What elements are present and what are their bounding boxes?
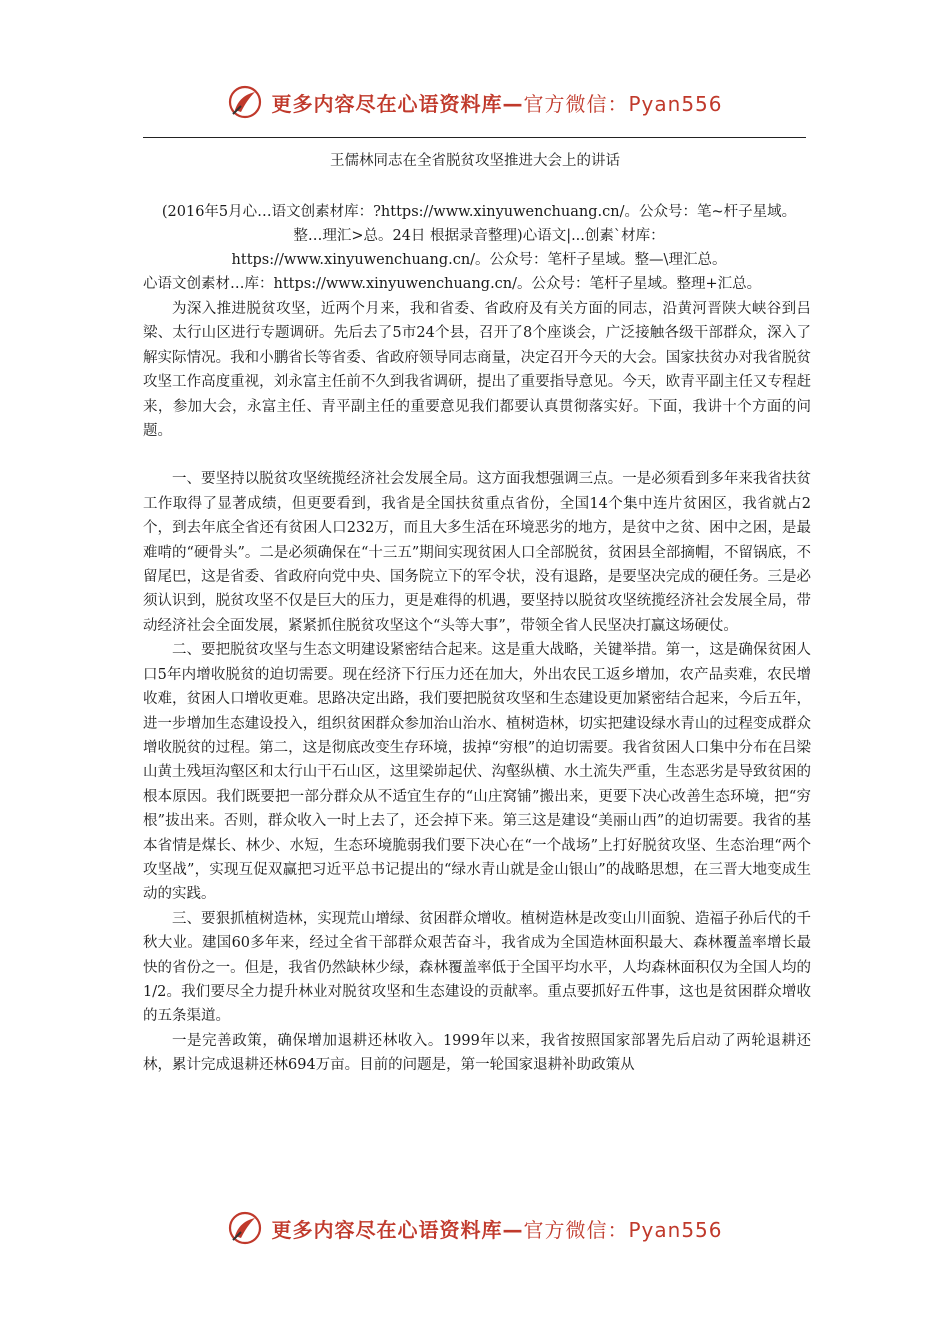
paragraph-section-2: 二、要把脱贫攻坚与生态文明建设紧密结合起来。这是重大战略，关键举措。第一，这是确保贫困人口5年内增收脱贫的迫切需要。现在经济下行压力还在加大，外出农民工返乡增加，农产品卖难，农民增收难，贫困人口增收更难。思路决定出路，我们要把脱贫攻坚和生态建设更加紧密结合起来，今后五年，进一步增加生态建设投入，组织贫困群众参加治山治水、植树造林，切实把建设绿水青山的过程变成群众增收脱贫的过程。第二，这是彻底改变生存环境，拔掉“穷根”的迫切需要。我省贫困人口集中分布在吕梁山黄土残垣沟壑区和太行山干石山区，这里梁峁起伏、沟壑纵横、水土流失严重，生态恶劣是导致贫困的根本原因。我们既要把一部分群众从不适宜生存的“山庄窝铺”搬出来，更要下决心改善生态环境，把“穷根”拔出来。否则，群众收入一时上去了，还会掉下来。第三这是建设“美丽山西”的迫切需要。我省的基本省情是煤长、林少、水短，生态环境脆弱我们要下决心在“一个战场”上打好脱贫攻坚、生态治理“两个攻坚战”，实现互促双赢把习近平总书记提出的“绿水青山就是金山银山”的战略思想，在三晋大地变成生动的实践。 [143, 642, 811, 903]
banner-wechat-id: Pyan556 [628, 91, 723, 116]
banner-text [271, 88, 722, 117]
source-notes [143, 200, 815, 296]
header-divider [143, 137, 806, 138]
logo-icon [227, 1210, 263, 1246]
banner-main: 更多内容尽在心语资料库— [271, 91, 524, 116]
paragraph-section-3: 三、要狠抓植树造林，实现荒山增绿、贫困群众增收。植树造林是改变山川面貌、造福子孙后代的千秋大业。建国60多年来，经过全省干部群众艰苦奋斗，我省成为全国造林面积最大、森林覆盖率增长最快的省份之一。但是，我省仍然缺林少绿，森林覆盖率低于全国平均水平，人均森林面积仅为全国人均的1/2。我们要尽全力提升林业对脱贫攻坚和生态建设的贡献率。重点要抓好五件事，这也是贫困群众增收的五条渠道。 [143, 910, 811, 1025]
meta-line-1: (2016年5月心…语文创素材库：?https://www.xinyuwenchuang.cn/。公众号：笔~杆子星域。 [161, 204, 797, 220]
banner-wechat-label: 官方微信： [523, 1217, 629, 1242]
footer-banner [0, 1208, 950, 1248]
paragraph-intro: 为深入推进脱贫攻坚，近两个月来，我和省委、省政府及有关方面的同志，沿黄河晋陕大峡谷到吕梁、太行山区进行专题调研。先后去了5市24个县，召开了8个座谈会，广泛接触各级干部群众，深入了解实际情况。我和小鹏省长等省委、省政府领导同志商量，决定召开今天的大会。国家扶贫办对我省脱贫攻坚工作高度重视，刘永富主任前不久到我省调研，提出了重要指导意见。今天，欧青平副主任又专程赶来，参加大会，永富主任、青平副主任的重要意见我们都要认真贯彻落实好。下面，我讲十个方面的问题。 [143, 301, 811, 440]
banner-wechat-id: Pyan556 [628, 1217, 723, 1242]
document-body [143, 297, 811, 1078]
logo-icon [227, 84, 263, 120]
paragraph-section-1: 一、要坚持以脱贫攻坚统揽经济社会发展全局。这方面我想强调三点。一是必须看到多年来我省扶贫工作取得了显著成绩，但更要看到，我省是全国扶贫重点省份，全国14个集中连片贫困区，我省就占2个，到去年底全省还有贫困人口232万，而且大多生活在环境恶劣的地方，是贫中之贫、困中之困，是最难啃的“硬骨头”。二是必须确保在“十三五”期间实现贫困人口全部脱贫，贫困县全部摘帽，不留锅底，不留尾巴，这是省委、省政府向党中央、国务院立下的军令状，没有退路，是要坚决完成的硬任务。三是必须认识到，脱贫攻坚不仅是巨大的压力，更是难得的机遇，要坚持以脱贫攻坚统揽经济社会发展全局，带动经济社会全面发展，紧紧抓住脱贫攻坚这个“头等大事”，带领全省人民坚决打赢这场硬仗。 [143, 471, 811, 634]
meta-line-2: 整…理汇>总。24日 根据录音整理)心语文|...创素`材库： [293, 228, 665, 244]
banner-text [271, 1214, 722, 1243]
meta-line-3: https://www.xinyuwenchuang.cn/。公众号：笔杆子星域。整—\理汇总。 [231, 252, 727, 268]
paragraph-section-3-item-1: 一是完善政策，确保增加退耕还林收入。1999年以来，我省按照国家部署先后启动了两轮退耕还林，累计完成退耕还林694万亩。目前的问题是，第一轮国家退耕补助政策从 [143, 1032, 811, 1074]
meta-line-4: 心语文创素材…库：https://www.xinyuwenchuang.cn/。公众号：笔杆子星域。整理+汇总。 [143, 276, 762, 292]
banner-main: 更多内容尽在心语资料库— [271, 1217, 524, 1242]
header-banner [0, 82, 950, 122]
page-title: 王儒林同志在全省脱贫攻坚推进大会上的讲话 [330, 153, 620, 169]
banner-wechat-label: 官方微信： [523, 91, 629, 116]
